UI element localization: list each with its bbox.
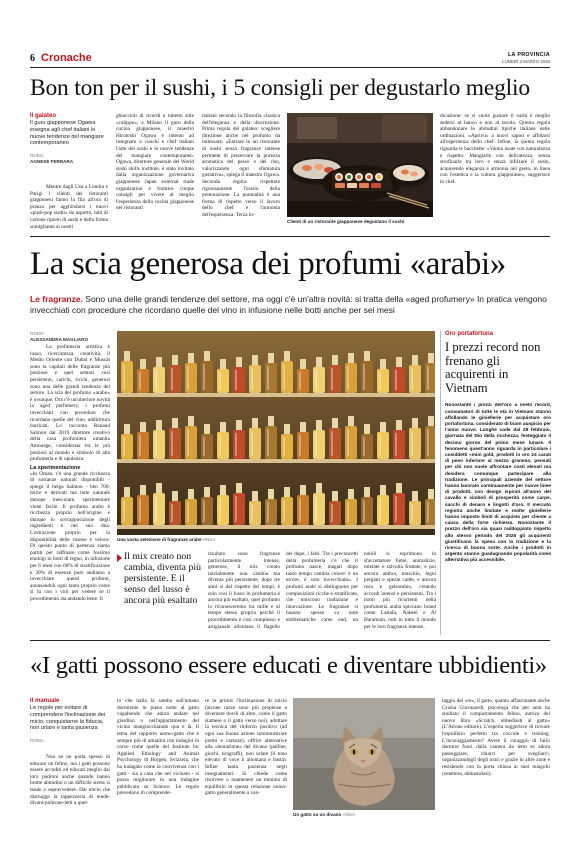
perfume-bottle-highlight <box>315 433 317 456</box>
perfume-bottle-cap <box>332 491 338 501</box>
perfume-bottle-highlight <box>299 372 301 390</box>
perfume-bottle-cap <box>364 424 370 434</box>
perfume-bottle-cap <box>348 416 354 426</box>
sushi-photo-illustration <box>287 113 433 217</box>
perfume-bottle <box>137 369 149 393</box>
perfume-bottle <box>185 426 197 459</box>
perfume-caption-text: Una vasta selezione di fragranze arabe <box>117 537 202 542</box>
perfume-column-3: nobili si esprimono in sfaccettature fumé, animalizie, mielate e talvolta fruttate, e poi ancora ambra, muschio, legni pregiati e spezie calde, e ancora rosa e gelsomino, creando accordi intensi e persistenti. Tra i nomi più ricorrenti nella profumeria araba spiccano brand come Lattafa, Nabeel e Al Haramain, noti in tutto il mondo per le loro fragranze intense. <box>364 551 436 630</box>
perfume-bottle-cap <box>412 355 418 365</box>
perfume-bottle <box>169 501 181 525</box>
cats-headline: «I gatti possono essere educati e diventare ubbidienti» <box>30 652 547 679</box>
perfume-bottle-highlight <box>171 368 173 390</box>
perfume-bottle <box>425 363 435 393</box>
perfume-bottle-highlight <box>299 498 301 522</box>
perfume-bottle <box>265 363 277 393</box>
quote-arrow-icon <box>117 554 122 562</box>
perfume-bottle-cap <box>156 483 162 493</box>
cats-column-4: taggio del «re», il gatto, quanto affascinante anche Grazia Giovanardi, psicologa che per anni ha studiato il comportamento felino, autrice del nuovo libro «Scratch, obbediasti al gatto» (L'Airone editore). L'esperta suggerisce di trovare l'equilibrio perfetto tra coccole e training. L'incoraggiamento? Avere il coraggio di farlo dormire fuori dalla camera da letto se adora passeggiare, chiarci per svegliarci, organizzandogli degli orari e grazie in altre zone e resistendo con la porta chiusa ai suoi miagolii (smettera, abituandosi). <box>442 698 550 777</box>
vietnam-headline: I prezzi record non frenano gli acquirenti in Vietnam <box>445 340 541 395</box>
perfume-bottle-cap <box>428 353 434 363</box>
perfume-bottle <box>409 501 421 525</box>
perfume-bottle-cap <box>188 353 194 363</box>
perfume-bottle-highlight <box>139 372 141 390</box>
cat-photo <box>293 698 435 810</box>
perfume-bottle-highlight <box>331 504 333 522</box>
page-header <box>30 52 550 66</box>
perfume-bottle-cap <box>172 355 178 365</box>
perfume-bottle-highlight <box>155 433 157 456</box>
perfume-bottle <box>377 369 389 393</box>
perfume-bottle-cap <box>252 355 258 365</box>
cat-caption-credit: ANSA <box>342 812 356 817</box>
perfume-column-1 <box>30 344 110 634</box>
perfume-bottle-highlight <box>379 435 381 456</box>
perfume-column-1-intro: La profumeria artistica è lusso, ricercatezza, creatività, il Medio Oriente con Dubai e Muscat sono la capitali delle fragranze più preziose e quei sentori così persistenti, carichi, ricchi, generosi sono una delle grandi tendenze del settore. La scia del profumo «arabo» è ovunque. Ora c'è un'ulteriore novità la aged perfumery, i profumi invecchiati con procedure che ricordano quelle del vino, addirittura barricati. Lo racconta Renaud Salmon dal 2019 direttore creativo della casa profumiera omanita Amouage, considerata tra le più preziosi al mondo e simbolo di alta profumeria e di opulenza. <box>30 344 110 463</box>
perfume-bottle-cap <box>332 418 338 428</box>
header-rule <box>30 67 550 68</box>
cats-sidebar <box>30 698 110 744</box>
perfume-bottle-highlight <box>235 433 237 456</box>
perfume-bottle-highlight <box>411 431 413 456</box>
perfume-bottle-highlight <box>283 437 285 456</box>
perfume-bottle-cap <box>204 351 210 361</box>
perfume-bottle <box>201 497 213 525</box>
perfume-bottle <box>185 363 197 393</box>
perfume-author: ALESSANDRA MAGLIARO <box>30 336 89 342</box>
perfume-bottle-cap <box>156 420 162 430</box>
perfume-bottle-highlight <box>395 496 397 522</box>
perfume-bottle-highlight <box>267 429 269 456</box>
perfume-bottle <box>313 430 325 459</box>
perfume-bottle-highlight <box>363 437 365 456</box>
cats-column-1: Non se ne parla spesso di educare un felino, ma i gatti possono essere accuditi ed educati meglio dai loro padroni anche quando hanno brutte abitudini o un difficile stress si tende a sopravvedere. Dai micio che distrugge la tappezzeria di tende-divani-poltrone-letti a quel- <box>30 754 110 807</box>
perfume-bottle-highlight <box>427 366 429 390</box>
perfume-column-1-body: «In Oman, c'è una grande ricchezza di sostanze naturali disponibili - spiega il belga Salmon - ben 700: mirre e derivati ma tutte naturale dunque mescolare, sperimentare viene facile. Il profumo arabo è ricchezza proprio nell'origine e dunque lo sovrapposizione degli ingredienti è nel suo dna. L'estrazione proprio per la disponibilità delle risorse è veloce. Di questo punto di partenza siamo partiti per raffinare come fossimo enologi in botti di legno, in infusione per 6 mesi con 60% di stratificazione e 30% di essenze pure andiamo a invecchiare questi profumi, annusandoli ogni tanto proprio come si fa con i vini per vedere se il procedimento sta andando bene. Il <box>30 470 110 602</box>
perfume-bottle-cap <box>412 418 418 428</box>
perfume-bottle-cap <box>284 351 290 361</box>
perfume-bottle-highlight <box>251 504 253 522</box>
perfume-bottle <box>297 369 309 393</box>
perfume-bottle-highlight <box>283 364 285 390</box>
perfume-bottle <box>393 493 405 525</box>
perfume-bottle-highlight <box>395 433 397 456</box>
perfume-bottle <box>169 365 181 393</box>
perfume-bottle-cap <box>252 491 258 501</box>
perfume-bottle <box>281 361 293 393</box>
article-divider-2 <box>30 640 550 641</box>
perfume-bottle-cap <box>140 485 146 495</box>
perfume-bottle-highlight <box>219 435 221 456</box>
perfume-bottle-cap <box>348 353 354 363</box>
perfume-bottle <box>185 499 197 525</box>
side-column-divider <box>440 331 441 635</box>
perfume-bottle-highlight <box>395 370 397 390</box>
perfume-bottle-cap <box>236 483 242 493</box>
perfume-bottle-highlight <box>171 431 173 456</box>
perfume-bottle-highlight <box>155 496 157 522</box>
cats-kicker: Il manuale <box>30 698 60 704</box>
perfume-bottle <box>361 361 373 393</box>
perfume-lead <box>30 294 555 315</box>
page-number: 6 <box>30 53 35 64</box>
sushi-column-4: dicazione: se si vuole gustare il sushi è meglio sedersi al banco e non al tavolo. Questa regola abbandonare le abitudini tipiche italiane nelle ordinazioni. «Aprirsi» a nuovi sapori e affidarsi all'esperienza dello chef. Infine, la quinta regola riguarda le bacchette: «Vanno usate con naturalezza e rispetto. Mangiarle con delicatezza, senza strofinarle tra loro e senza infilzare il sushi, acquisendo eleganza e armonia nel gesto, in linea con l'estetica e la cultura giapponese», suggerisce lo chef. <box>440 113 550 185</box>
perfume-bottle <box>377 432 389 459</box>
perfume-bottle-highlight <box>187 502 189 522</box>
perfume-bottle <box>409 428 421 459</box>
perfume-bottle-highlight <box>347 429 349 456</box>
perfume-bottle <box>281 497 293 525</box>
perfume-bottle <box>329 365 341 393</box>
perfume-bottle-cap <box>380 359 386 369</box>
sushi-deck: Il guru giapponese Ogawa insegna agli chef italiani le nuove tendenze del mangiare contemporaneo <box>30 120 104 147</box>
perfume-photo-illustration <box>117 331 435 535</box>
perfume-bottle-highlight <box>331 368 333 390</box>
perfume-bottle <box>425 426 435 459</box>
perfume-bottle <box>153 493 165 525</box>
perfume-bottle-highlight <box>235 496 237 522</box>
perfume-bottle-cap <box>364 351 370 361</box>
perfume-bottle-cap <box>268 489 274 499</box>
perfume-bottle <box>329 428 341 459</box>
sushi-column-3: italiani secondo la filosofia classica dell'eleganza e della discrezione. Prima regola del galateo: scegliere direzione anche nel profumo da indossare. «Entrare in un ristorante di sushi senza fragranze intense permette di preservare la purezza aromatica del pesce e del riso, valorizzando ogni sfumatura gustativa», spiega il maestro Ogawa. Seconda regola: rispettare rigorosamente l'orario della prenotazione. La puntualità è una forma di rispetto verso il lavoro dello chef e l'armonia dell'esperienza. Terza in- <box>202 113 280 218</box>
perfume-bottle-highlight <box>427 429 429 456</box>
perfume-bottle-cap <box>204 487 210 497</box>
perfume-bottle <box>217 432 229 459</box>
perfume-dateline: ROMA <box>30 331 44 336</box>
perfume-bottle-cap <box>236 420 242 430</box>
perfume-bottle-highlight <box>203 437 205 456</box>
perfume-bottle-highlight <box>315 370 317 390</box>
article-divider-1 <box>30 236 550 237</box>
perfume-bottle-cap <box>428 489 434 499</box>
perfume-bottle-cap <box>284 424 290 434</box>
perfume-photo-caption <box>117 537 435 542</box>
perfume-bottle <box>233 493 245 525</box>
perfume-bottle-cap <box>300 359 306 369</box>
perfume-caption-credit: ANSA <box>202 537 216 542</box>
perfume-bottle-highlight <box>347 366 349 390</box>
perfume-bottle-highlight <box>123 500 125 522</box>
perfume-bottle-cap <box>396 483 402 493</box>
perfume-bottle-cap <box>140 422 146 432</box>
perfume-bottle-highlight <box>267 366 269 390</box>
sushi-dateline: ROMA <box>30 153 44 159</box>
perfume-bottle-cap <box>316 357 322 367</box>
perfume-bottle <box>297 495 309 525</box>
perfume-bottle-cap <box>188 489 194 499</box>
perfume-photo <box>117 331 435 535</box>
perfume-byline <box>30 331 110 342</box>
perfume-bottle-cap <box>380 485 386 495</box>
perfume-bottle-highlight <box>299 435 301 456</box>
perfume-bottle-cap <box>428 416 434 426</box>
perfume-bottle-highlight <box>411 368 413 390</box>
sushi-photo-caption: Clienti di un ristorante giapponese degustano il sushi <box>287 219 405 224</box>
cats-deck: Le regole per evitare di comprendere l'inclinazione dei micio, conquistarne la fiducia, non urlare e tanta pazienza <box>30 705 106 732</box>
sushi-sidebar <box>30 113 108 164</box>
perfume-bottle-highlight <box>283 500 285 522</box>
perfume-bottle <box>345 499 357 525</box>
vietnam-body: Nonostante i prezzi dell'oro a livelli record, consumatori di tutte le età in Vietnam stanno affollando le gioiellerie per acquistare oro portafortuna, considerato di buon auspicio per l'anno nuovo. Lunghe code dal 28 febbraio, giornata del Dio della ricchezza, festeggiato il decimo giorno del primo mese lunare. Il fenomeno quest'anno riguarda in particolare i cosiddetti «mini gold, prodotti in oro 24 carati di peso inferiore al mezzo grammo, pensati per chi non vuole affrontare costi elevati ma desidera comunque partecipare alla tradizione. Le principali aziende del settore hanno lavorato continuamente per nuove linee di prodotti, con design ispirati all'anno del cavallo e simboli di prosperità come carpe, sacchi di denaro e lingotti d'oro. Il mercato registra anche limitate e molte gioiellerie hanno imposto limiti di acquisto per cliente a causa della forte richiesta. Nonostante il prezzo dell'oro sia quasi raddoppiato rispetto allo stesso periodo del 2025 gli acquirenti giustificano la spesa con la tradizione e la ricerca di buona sorte. Anche i prodotti in argento stanno guadagnando popolarità come alternativa più accessibile. <box>445 403 551 564</box>
perfume-bottle <box>169 428 181 459</box>
perfume-bottle-cap <box>332 355 338 365</box>
perfume-bottle-cap <box>188 416 194 426</box>
perfume-bottle-highlight <box>139 498 141 522</box>
perfume-bottle-highlight <box>315 496 317 522</box>
perfume-bottle-cap <box>156 357 162 367</box>
perfume-bottle-cap <box>380 422 386 432</box>
perfume-bottle <box>377 495 389 525</box>
sushi-column-2: ghiaccioli di ricordi a tubetto stile «calippo», a Milano il guru della cucina giapponese, il maestro Hirotoshi Ogawa è intento ad insegnare a cuochi e chef italiani l'arte del sushi e le nuove tendenze del mangiare contemporaneo. Ogawa, direttore generale del World sushi skills institute, è stato invitato dalla organizzazione governativa giapponese Japan external trade organization e formice cinque consigli per vivere al meglio l'esperienza della cucina giapponese nei ristoranti <box>116 113 194 212</box>
perfume-bottle <box>249 501 261 525</box>
perfume-bottle-cap <box>396 357 402 367</box>
perfume-bottle <box>393 367 405 393</box>
perfume-bottle-highlight <box>331 431 333 456</box>
perfume-bottle <box>393 430 405 459</box>
perfume-bottle-cap <box>268 353 274 363</box>
perfume-bottle-cap <box>220 422 226 432</box>
perfume-bottle <box>233 430 245 459</box>
perfume-bottle-cap <box>268 416 274 426</box>
perfume-bottle-cap <box>172 418 178 428</box>
cat-caption-text: Un gatto su un divano <box>293 812 342 817</box>
perfume-bottle-highlight <box>347 502 349 522</box>
perfume-bottle-highlight <box>411 504 413 522</box>
perfume-bottle-cap <box>252 418 258 428</box>
perfume-bottle-cap <box>412 491 418 501</box>
perfume-bottle <box>121 361 133 393</box>
perfume-bottle-cap <box>220 485 226 495</box>
cats-column-3: re in primis l'inclinazione di micio (alcune razze sono più propense a diventare docili di altre, come il gatto siamese o il gatto verso noi), adottare la tecnica del rinforzo positivo (ad ogni sua buona azione somministrare premi e carezze), offrire alternative alla «tentazione» del divano (palline, giochi, tiragraffi), non urlare (il tono elevato di voce li allontana e basta). Infine tanta pazienza negli insegnamenti. Si chiede come risolvere o mantenere un minimo di equilibrio in questa relazione uomo-gatto generalmente a van- <box>205 698 287 797</box>
perfume-bottle <box>281 434 293 459</box>
perfume-bottle <box>121 497 133 525</box>
perfume-bottle <box>361 497 373 525</box>
perfume-bottle <box>233 367 245 393</box>
perfume-bottle <box>265 499 277 525</box>
perfume-bottle-cap <box>316 483 322 493</box>
perfume-bottle <box>345 363 357 393</box>
perfume-bottle <box>313 367 325 393</box>
perfume-bottle-cap <box>220 359 226 369</box>
perfume-bottle-cap <box>124 487 130 497</box>
cats-column-2: lo che balla la samba sull'umano dormiente in piena notte al gatto vagabondo che adora andare nel giardino o nell'appartamento del vicino mangiucchiando qua e là. Il tema del rapporto uomo-gatto che è sempre più di attualità con indagini in corso come quelle del Institute for Applied Ethology and Animal Psychology di Horgen, Svizzera, che ha indagato come la convivenza con i gatti - sia a casa che nel vicinato - si possa migliorare in una indagine pubblicata su Science. Le regole prevedono di comprende- <box>117 698 199 797</box>
vietnam-gold-box <box>445 331 551 639</box>
perfume-lead-kicker: Le fragranze. <box>30 294 83 304</box>
perfume-bottle-cap <box>300 485 306 495</box>
cat-photo-caption <box>293 812 435 817</box>
perfume-bottle <box>265 426 277 459</box>
perfume-bottle-highlight <box>219 498 221 522</box>
perfume-bottle <box>153 430 165 459</box>
perfume-bottle-cap <box>140 359 146 369</box>
cat-photo-illustration <box>293 698 435 810</box>
perfume-bottle <box>345 426 357 459</box>
perfume-subhead: La sperimentazione <box>30 464 81 471</box>
perfume-bottle-cap <box>348 489 354 499</box>
perfume-bottle <box>121 434 133 459</box>
perfume-bottle-highlight <box>203 364 205 390</box>
perfume-headline: La scia generosa dei profumi «arabi» <box>30 246 506 282</box>
perfume-bottle-highlight <box>123 437 125 456</box>
perfume-bottle-cap <box>172 491 178 501</box>
perfume-bottle-highlight <box>267 502 269 522</box>
sushi-column-1: Mentre dagli Usa a Londra e Parigi i clienti dei ristoranti giapponesi fanno la fila all'ora di pranzo per agghindarsi i nuovi «push-pop sushi» da asporto, tubi di cartone ripieni di sushi e della forma somigliante ai nostri <box>30 184 108 230</box>
perfume-bottle-highlight <box>427 502 429 522</box>
perfume-bottle <box>361 434 373 459</box>
perfume-bottle <box>313 493 325 525</box>
perfume-bottle-highlight <box>363 364 365 390</box>
sushi-headline: Bon ton per il sushi, i 5 consigli per degustarlo meglio <box>30 75 530 101</box>
perfume-bottle-cap <box>364 487 370 497</box>
newspaper-brand: LA PROVINCIA <box>507 52 550 58</box>
perfume-bottle <box>217 369 229 393</box>
perfume-bottle-highlight <box>379 372 381 390</box>
perfume-bottle-cap <box>236 357 242 367</box>
perfume-bottle <box>425 499 435 525</box>
perfume-bottle <box>137 495 149 525</box>
perfume-bottle <box>201 434 213 459</box>
cats-dateline: ROMA <box>30 738 44 744</box>
sushi-author: AGNESE FERRARA <box>30 158 74 164</box>
vietnam-kicker: Oro portafortuna <box>445 331 493 337</box>
perfume-bottle-highlight <box>155 370 157 390</box>
perfume-bottle-highlight <box>139 435 141 456</box>
perfume-bottle-highlight <box>235 370 237 390</box>
perfume-bottle-cap <box>124 351 130 361</box>
perfume-bottle-highlight <box>187 429 189 456</box>
perfume-quote-text: Il mix creato non cambia, diventa più persistente. E il senso del lusso è ancora più esaltato <box>124 551 201 606</box>
perfume-lead-text: Sono una delle grandi tendenze del settore, ma oggi c'è un'altra novità: si tratta della «aged profumery» In pratica vengono invecchiati con procedure che ricordano quelle del vino in infusione nelle botti anche per sei mesi <box>30 294 547 315</box>
page-date: LUNEDÌ 2 MARZO 2026 <box>502 59 550 64</box>
perfume-bottle-highlight <box>219 372 221 390</box>
perfume-bottle <box>249 365 261 393</box>
perfume-bottle <box>409 365 421 393</box>
sushi-kicker: Il galateo <box>30 113 57 119</box>
perfume-bottle-cap <box>204 424 210 434</box>
section-name: Cronache <box>41 52 92 64</box>
perfume-bottle-highlight <box>123 364 125 390</box>
perfume-bottle-highlight <box>171 504 173 522</box>
perfume-bottle-cap <box>124 424 130 434</box>
perfume-bottle-highlight <box>379 498 381 522</box>
perfume-column-2: risultato sono fragranze particolarmente intense, generose, il mix creato inizialmente non cambia ma diventa più persistente, dopo tre anni si dal rispetto dei tempi, è solo così il lusso in profumeria è ancora più esaltato, quel profumo lo riconosceremo tra mille e al tempo stesso proprio perché il procedimento è così complesso e artigianale allontana il flagello dei dupe, i falsi. Tra i preconcetti della profumeria c'è che il profumo nasce, magari dopo tanto tempo cambia colore: è un errore, è solo invecchiato». I profumi arabi si distinguono per composizioni ricche e stratificate, che uniscono tradizione e innovazione. Le fragranze si basano spesso su note emblematiche come oud, un <box>208 551 358 630</box>
perfume-bottle-cap <box>300 422 306 432</box>
perfume-bottle-highlight <box>203 500 205 522</box>
perfume-pull-quote <box>117 551 202 606</box>
sushi-photo <box>287 113 433 217</box>
perfume-bottle-cap <box>284 487 290 497</box>
perfume-bottle <box>217 495 229 525</box>
perfume-bottle-highlight <box>251 368 253 390</box>
perfume-bottle-highlight <box>251 431 253 456</box>
perfume-bottle-highlight <box>187 366 189 390</box>
perfume-bottle <box>329 501 341 525</box>
perfume-bottle-cap <box>316 420 322 430</box>
perfume-bottle-cap <box>396 420 402 430</box>
perfume-bottle-highlight <box>363 500 365 522</box>
perfume-bottle <box>153 367 165 393</box>
perfume-bottle <box>137 432 149 459</box>
perfume-bottle <box>297 432 309 459</box>
perfume-bottle <box>201 361 213 393</box>
perfume-bottle <box>249 428 261 459</box>
